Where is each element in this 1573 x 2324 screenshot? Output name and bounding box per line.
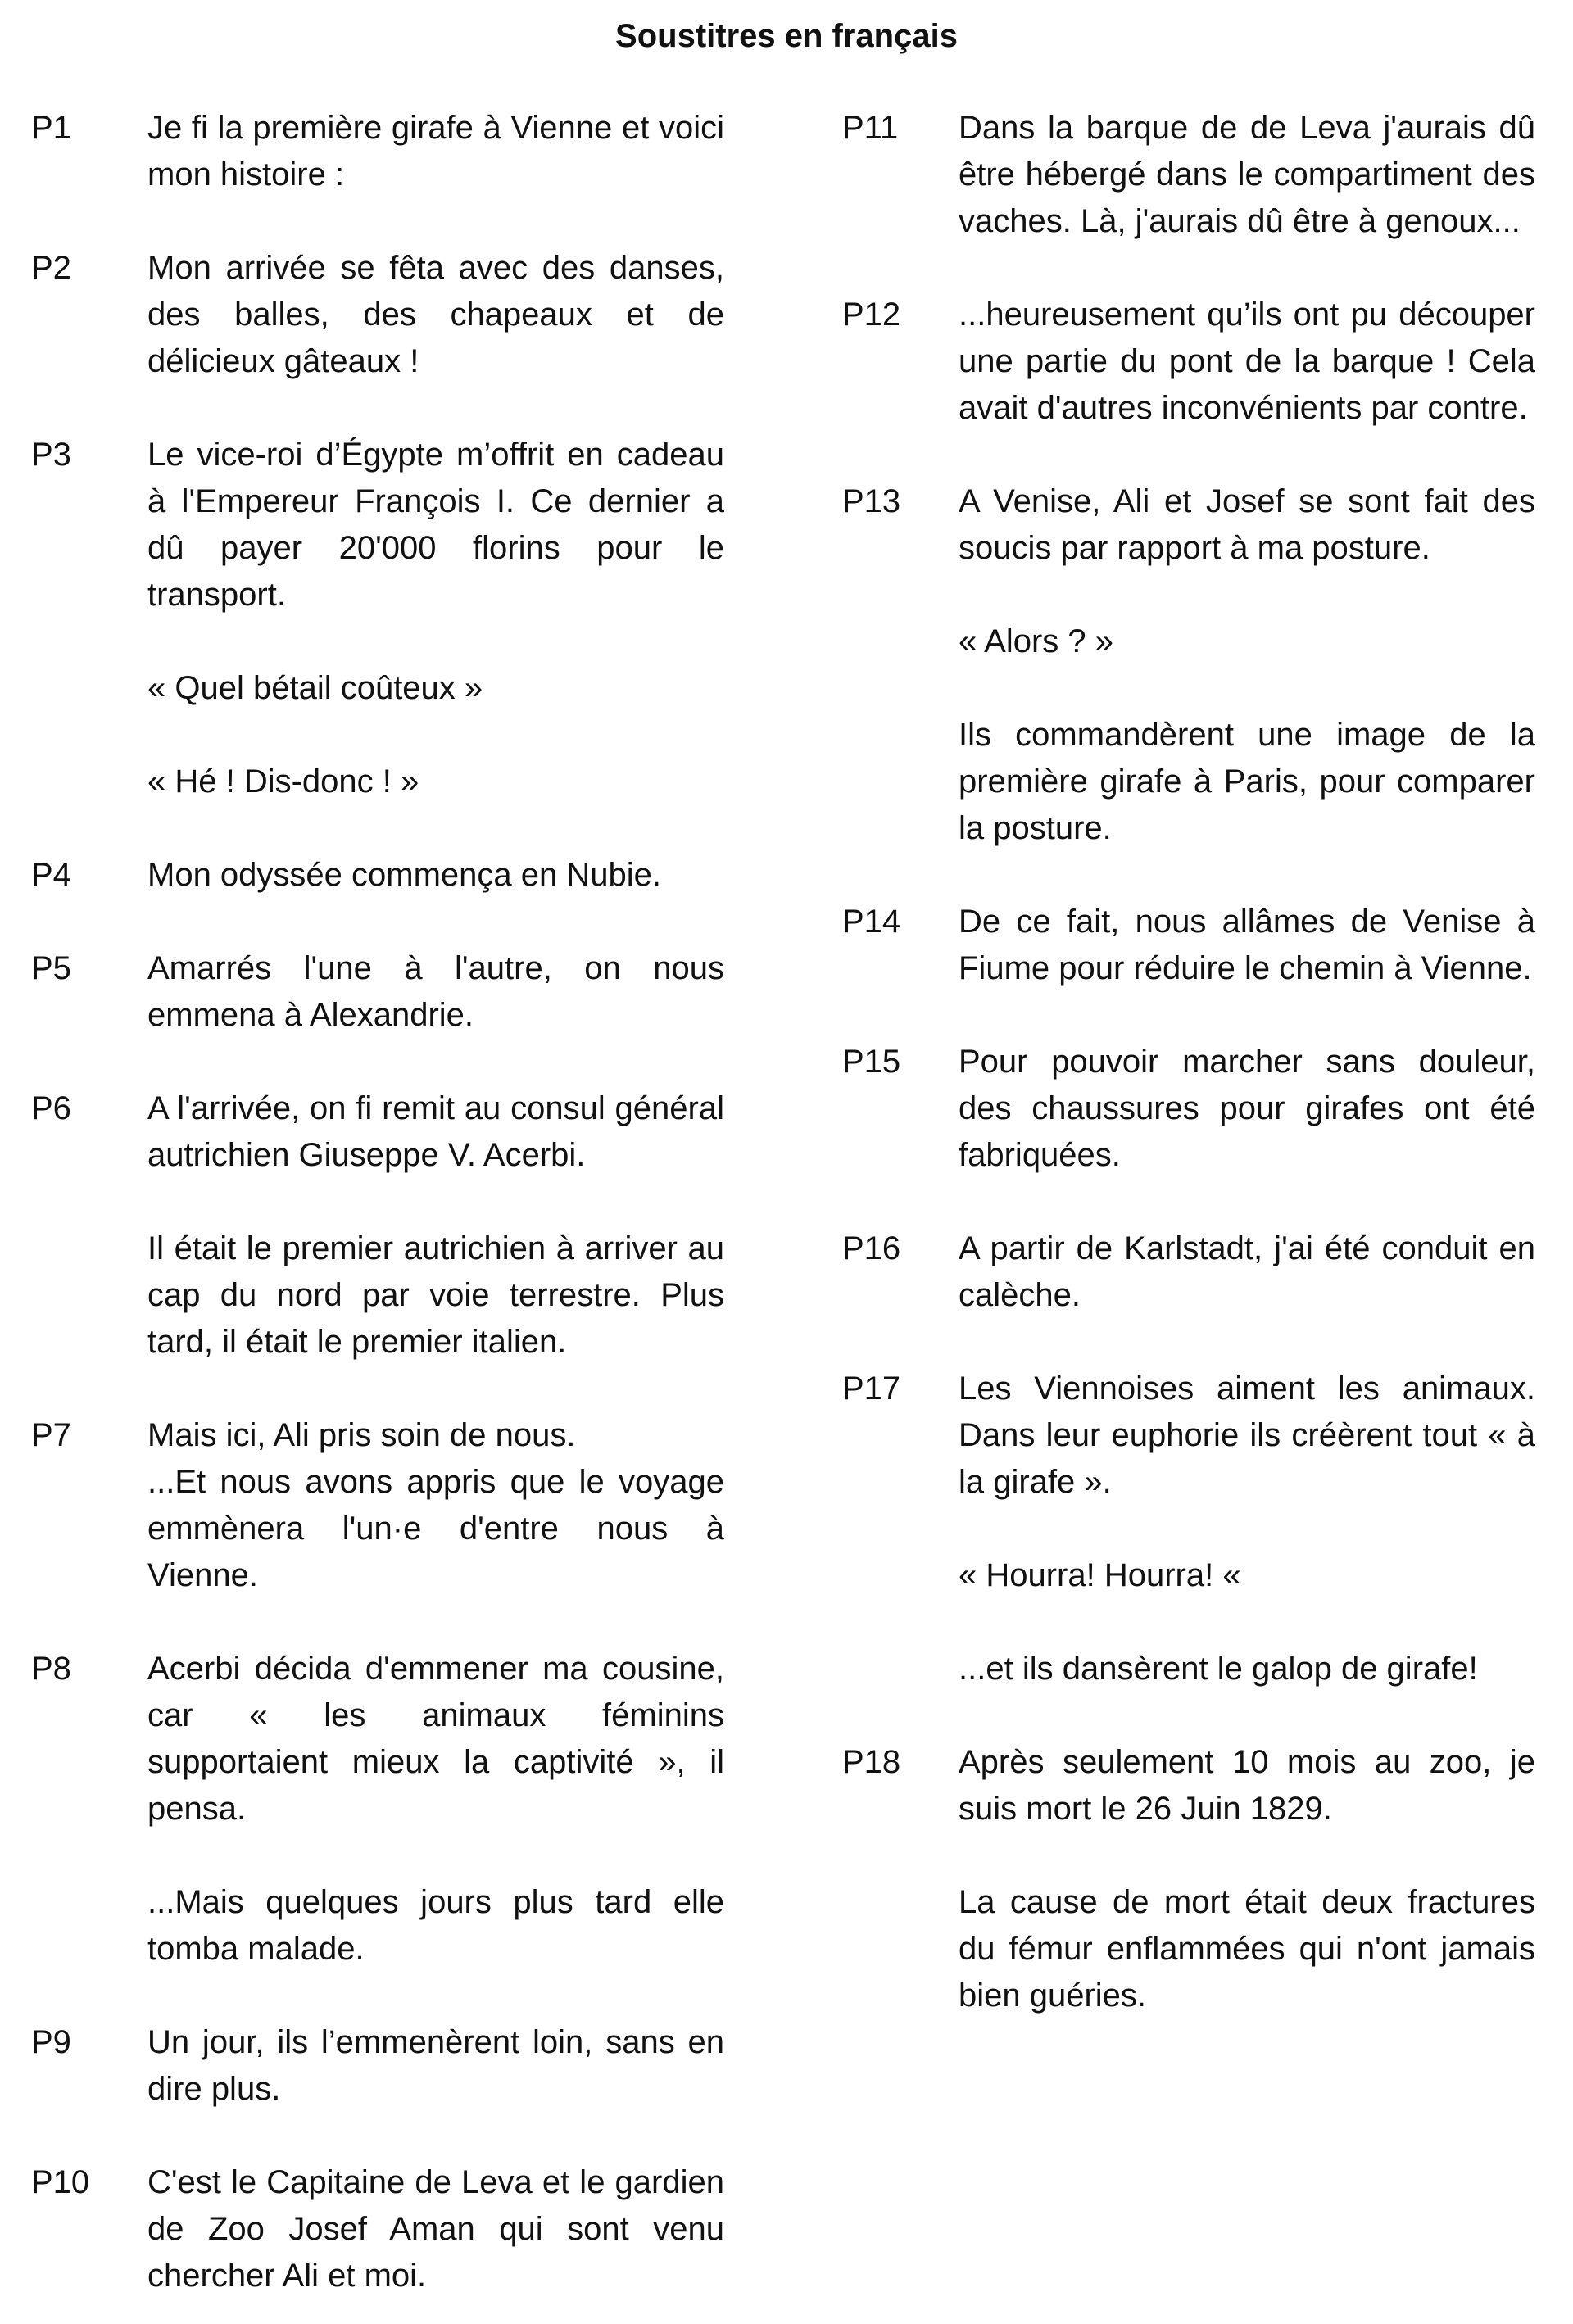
entry-body bbox=[147, 245, 724, 385]
entry-paragraph: A partir de Karlstadt, j'ai été conduit en calèche. bbox=[959, 1230, 1535, 1313]
entry-quote: « Quel bétail coûteux » bbox=[147, 670, 483, 706]
subtitle-entry-p8 bbox=[31, 1646, 768, 1973]
entry-paragraph: Dans la barque de de Leva j'aurais dû être hébergé dans le compartiment des vaches. Là, j'aurais dû être à genoux... bbox=[959, 110, 1535, 239]
entry-body bbox=[959, 1225, 1535, 1319]
subtitle-entry-p17 bbox=[842, 1366, 1573, 1692]
entry-quote: « Hourra! Hourra! « bbox=[959, 1557, 1241, 1593]
entry-paragraph: Amarrés l'une à l'autre, on nous emmena à Alexandrie. bbox=[147, 950, 724, 1033]
entry-paragraph: Après seulement 10 mois au zoo, je suis mort le 26 Juin 1829. bbox=[959, 1744, 1535, 1827]
entry-body bbox=[959, 105, 1535, 245]
entry-label: P12 bbox=[842, 297, 901, 333]
subtitle-entry-p13 bbox=[842, 478, 1573, 852]
subtitle-entry-p18 bbox=[842, 1739, 1573, 2019]
subtitle-entry-p14 bbox=[842, 899, 1573, 992]
entry-label: P11 bbox=[842, 110, 899, 146]
entry-paragraph: A Venise, Ali et Josef se sont fait des soucis par rapport à ma posture. bbox=[959, 483, 1535, 566]
entry-body bbox=[147, 432, 724, 805]
entry-body bbox=[959, 292, 1535, 432]
subtitle-entry-p12 bbox=[842, 292, 1573, 432]
entry-paragraph: Mais ici, Ali pris soin de nous. bbox=[147, 1417, 576, 1453]
subtitle-entry-p10 bbox=[31, 2159, 768, 2299]
entry-label: P18 bbox=[842, 1744, 901, 1780]
entry-quote: « Alors ? » bbox=[959, 623, 1114, 659]
entry-paragraph: Un jour, ils l’emmenèrent loin, sans en dire plus. bbox=[147, 2024, 724, 2107]
subtitle-entry-p16 bbox=[842, 1225, 1573, 1319]
entry-body bbox=[147, 852, 724, 899]
page-title: Soustitres en français bbox=[615, 18, 958, 54]
entry-body bbox=[147, 1646, 724, 1973]
entry-paragraph: Mon odyssée commença en Nubie. bbox=[147, 857, 661, 893]
entry-label: P8 bbox=[31, 1651, 71, 1687]
entry-paragraph: Le vice-roi d’Égypte m’offrit en cadeau à l'Empereur François I. Ce dernier a dû payer 20'000 florins pour le transport. bbox=[147, 437, 724, 613]
entry-body bbox=[147, 105, 724, 198]
entry-paragraph: ...Mais quelques jours plus tard elle tomba malade. bbox=[147, 1884, 724, 1967]
entry-label: P6 bbox=[31, 1090, 71, 1126]
entry-body bbox=[959, 1739, 1535, 2019]
entry-body bbox=[147, 2019, 724, 2113]
entry-label: P17 bbox=[842, 1370, 901, 1407]
entry-label: P16 bbox=[842, 1230, 901, 1266]
entry-paragraph: Pour pouvoir marcher sans douleur, des chaussures pour girafes ont été fabriquées. bbox=[959, 1044, 1535, 1173]
left-column bbox=[31, 105, 768, 2299]
entry-paragraph: Acerbi décida d'emmener ma cousine, car « les animaux féminins supportaient mieux la captivité », il pensa. bbox=[147, 1651, 724, 1827]
subtitle-entry-p9 bbox=[31, 2019, 768, 2113]
entry-label: P4 bbox=[31, 857, 71, 893]
entry-label: P7 bbox=[31, 1417, 71, 1453]
entry-label: P14 bbox=[842, 904, 901, 940]
entry-paragraph: Ils commandèrent une image de la première girafe à Paris, pour comparer la posture. bbox=[959, 717, 1535, 846]
entry-paragraph: ...heureusement qu’ils ont pu découper une partie du pont de la barque ! Cela avait d'autres inconvénients par contre. bbox=[959, 297, 1535, 426]
subtitle-entry-p1 bbox=[31, 105, 768, 198]
subtitle-entry-p7 bbox=[31, 1412, 768, 1599]
entry-paragraph: ...Et nous avons appris que le voyage emmènera l'un·e d'entre nous à Vienne. bbox=[147, 1464, 724, 1593]
entry-paragraph: Les Viennoises aiment les animaux. Dans leur euphorie ils créèrent tout « à la girafe ». bbox=[959, 1370, 1535, 1500]
entry-paragraph: A l'arrivée, on fi remit au consul général autrichien Giuseppe V. Acerbi. bbox=[147, 1090, 724, 1173]
entry-paragraph: De ce fait, nous allâmes de Venise à Fiume pour réduire le chemin à Vienne. bbox=[959, 904, 1535, 986]
subtitle-entry-p4 bbox=[31, 852, 768, 899]
entry-body bbox=[147, 945, 724, 1039]
entry-body bbox=[959, 899, 1535, 992]
entry-label: P2 bbox=[31, 250, 71, 286]
entry-body bbox=[147, 1412, 724, 1599]
entry-paragraph: C'est le Capitaine de Leva et le gardien de Zoo Josef Aman qui sont venu chercher Ali et moi. bbox=[147, 2164, 724, 2294]
entry-body bbox=[959, 1039, 1535, 1179]
entry-body bbox=[959, 478, 1535, 852]
entry-label: P13 bbox=[842, 483, 901, 519]
entry-paragraph: Je fi la première girafe à Vienne et voici mon histoire : bbox=[147, 110, 724, 193]
entry-label: P15 bbox=[842, 1044, 901, 1080]
subtitle-entry-p3 bbox=[31, 432, 768, 805]
entry-body bbox=[959, 1366, 1535, 1692]
entry-label: P5 bbox=[31, 950, 71, 986]
entry-label: P10 bbox=[31, 2164, 90, 2200]
entry-label: P3 bbox=[31, 437, 71, 473]
subtitle-entry-p6 bbox=[31, 1085, 768, 1366]
entry-paragraph: ...et ils dansèrent le galop de girafe! bbox=[959, 1651, 1478, 1687]
subtitle-entry-p2 bbox=[31, 245, 768, 385]
entry-label: P1 bbox=[31, 110, 71, 146]
right-column bbox=[842, 105, 1573, 2019]
entry-label: P9 bbox=[31, 2024, 71, 2060]
entry-paragraph: La cause de mort était deux fractures du fémur enflammées qui n'ont jamais bien guéries. bbox=[959, 1884, 1535, 2014]
entry-body bbox=[147, 1085, 724, 1366]
subtitle-entry-p5 bbox=[31, 945, 768, 1039]
subtitle-entry-p15 bbox=[842, 1039, 1573, 1179]
entry-quote: « Hé ! Dis-donc ! » bbox=[147, 763, 419, 800]
entry-body bbox=[147, 2159, 724, 2299]
subtitle-entry-p11 bbox=[842, 105, 1573, 245]
entry-paragraph: Mon arrivée se fêta avec des danses, des balles, des chapeaux et de délicieux gâteaux ! bbox=[147, 250, 724, 379]
entry-paragraph: Il était le premier autrichien à arriver au cap du nord par voie terrestre. Plus tard, il était le premier italien. bbox=[147, 1230, 724, 1360]
